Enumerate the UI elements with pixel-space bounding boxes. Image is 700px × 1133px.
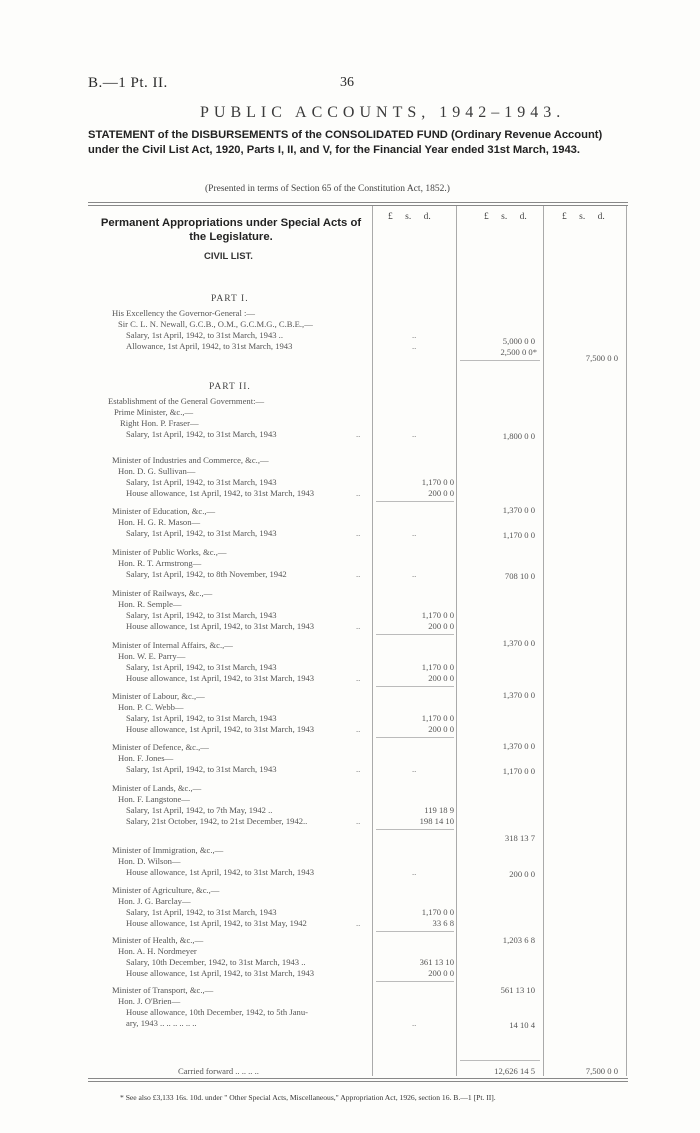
col1-amount: 1,170 0 0 [421,477,454,487]
part-two-line: Salary, 21st October, 1942, to 21st December, 1942.. [126,816,308,826]
part-two-line: House allowance, 1st April, 1942, to 31st March, 1943 [126,724,315,734]
part-two-title: PART II. [209,382,251,392]
subtotal-rule [376,634,454,635]
table-top-rule [88,202,628,203]
col1-amount: 200 0 0 [428,724,454,734]
col2-amount: 1,203 6 8 [502,935,535,945]
leader-dots: .. [356,764,361,774]
carried-forward-label: Carried forward .. .. .. .. [178,1066,259,1076]
leader-dots: .. [356,528,361,538]
page-title: PUBLIC ACCOUNTS, 1942–1943. [200,104,566,121]
carried-forward-col3: 7,500 0 0 [585,1066,618,1076]
column-divider-3 [543,206,544,1076]
leader-dots: .. [356,816,361,826]
part-two-line: Salary, 1st April, 1942, to 31st March, 1943 [126,610,277,620]
subtotal-rule [376,981,454,982]
part-two-line: Minister of Internal Affairs, &c.,— [112,640,233,650]
part-two-line: House allowance, 1st April, 1942, to 31st March, 1943 [126,968,315,978]
part-two-line: Right Hon. P. Fraser— [120,418,199,428]
part-two-line: Hon. F. Jones— [118,753,174,763]
col2-amount: 1,170 0 0 [502,766,535,776]
col2-amount: 1,370 0 0 [502,638,535,648]
leader-dots: .. [356,621,361,631]
part-two-line: Hon. D. G. Sullivan— [118,466,196,476]
col1-amount: .. [412,569,417,579]
leader-dots: .. [356,569,361,579]
part-two-line: Prime Minister, &c.,— [114,407,194,417]
col1-amount: .. [412,1018,417,1028]
part-one-dots: .. [412,330,417,340]
col2-amount: 708 10 0 [504,571,535,581]
part-two-line: Salary, 10th December, 1942, to 31st March, 1943 .. [126,957,306,967]
part-two-line: Salary, 1st April, 1942, to 31st March, 1943 [126,429,277,439]
column-header-1: £ s. d. [388,212,431,222]
col1-amount: 1,170 0 0 [421,907,454,917]
column-divider-1 [372,206,373,1076]
column-header-3: £ s. d. [562,212,605,222]
col1-amount: 361 13 10 [419,957,454,967]
part-two-line: Salary, 1st April, 1942, to 31st March, 1943 [126,528,277,538]
part-two-line: Establishment of the General Government:— [108,396,265,406]
page-number: 36 [340,75,354,90]
part-two-line: House allowance, 1st April, 1942, to 31st March, 1943 [126,488,315,498]
leader-dots: .. [356,429,361,439]
part-two-line: Minister of Agriculture, &c.,— [112,885,220,895]
col1-amount: 119 18 9 [424,805,454,815]
col2-amount: 1,800 0 0 [502,431,535,441]
part-two-line: Hon. R. T. Armstrong— [118,558,202,568]
part-two-line: Minister of Lands, &c.,— [112,783,202,793]
part-two-line: Minister of Industries and Commerce, &c.,— [112,455,269,465]
presented-note: (Presented in terms of Section 65 of the Constitution Act, 1852.) [205,184,450,194]
col1-amount: .. [412,764,417,774]
document-reference: B.—1 Pt. II. [88,75,168,91]
col2-amount: 1,170 0 0 [502,530,535,540]
col1-amount: 200 0 0 [428,488,454,498]
col1-amount: .. [412,429,417,439]
part-two-line: Minister of Transport, &c.,— [112,985,214,995]
part-one-line: His Excellency the Governor-General :— [112,308,256,318]
part-two-line: Salary, 1st April, 1942, to 31st March, 1943 [126,713,277,723]
col2-amount: 318 13 7 [504,833,535,843]
part-one-line: Allowance, 1st April, 1942, to 31st March, 1943 [126,341,293,351]
part-two-line: Minister of Labour, &c.,— [112,691,205,701]
part-two-line: House allowance, 1st April, 1942, to 31st March, 1943 [126,621,315,631]
part-two-line: Salary, 1st April, 1942, to 31st March, 1943 [126,907,277,917]
part-two-line: Hon. J. G. Barclay— [118,896,191,906]
part-two-line: Hon. J. O'Brien— [118,996,181,1006]
part-two-line: Minister of Immigration, &c.,— [112,845,224,855]
leader-dots: .. [356,673,361,683]
column-divider-4 [626,206,627,1076]
part-one-total: 7,500 0 0 [585,353,618,363]
table-top-rule-2 [88,205,628,206]
statement-heading: STATEMENT of the DISBURSEMENTS of the CONSOLIDATED FUND (Ordinary Revenue Account) under the Civil List Act, 1920, Parts I, II, and V, for the Financial Year ended 31st March, 1943. [88,129,603,156]
part-one-line: Sir C. L. N. Newall, G.C.B., O.M., G.C.M.G., C.B.E.,— [118,319,313,329]
section-title: Permanent Appropriations under Special Acts of the Legislature. [100,217,362,243]
part-one-dots: .. [412,341,417,351]
col1-amount: 33 6 8 [432,918,454,928]
part-two-line: Minister of Public Works, &c.,— [112,547,227,557]
part-two-line: ary, 1943 .. .. .. .. .. .. [126,1018,197,1028]
part-two-line: Hon. D. Wilson— [118,856,181,866]
leader-dots: .. [356,488,361,498]
col1-amount: 200 0 0 [428,968,454,978]
col1-amount: 1,170 0 0 [421,713,454,723]
part-two-line: Minister of Defence, &c.,— [112,742,209,752]
part-two-line: Salary, 1st April, 1942, to 31st March, 1943 [126,764,277,774]
part-two-line: House allowance, 1st April, 1942, to 31st March, 1943 [126,867,315,877]
column-divider-2 [456,206,457,1076]
col2-amount: 14 10 4 [509,1020,535,1030]
part-two-line: Salary, 1st April, 1942, to 31st March, 1943 [126,477,277,487]
table-bottom-rule-2 [88,1081,628,1082]
table-bottom-rule [88,1078,628,1079]
footnote: * See also £3,133 16s. 10d. under " Other Special Acts, Miscellaneous," Appropriation Act, 1926, section 16. B.—1 [Pt. II]. [120,1093,496,1102]
col1-amount: .. [412,867,417,877]
part-two-line: Hon. A. H. Nordmeyer [118,946,197,956]
part-one-subtotal-rule [460,360,540,361]
part-one-amount: 2,500 0 0* [500,347,537,357]
col1-amount: 1,170 0 0 [421,662,454,672]
col2-amount: 561 13 10 [500,985,535,995]
part-two-line: Hon. P. C. Webb— [118,702,184,712]
subtotal-rule [376,931,454,932]
part-one-title: PART I. [211,294,249,304]
subtotal-rule [376,501,454,502]
col1-amount: 200 0 0 [428,673,454,683]
col1-amount: 198 14 10 [419,816,454,826]
part-two-line: Hon. H. G. R. Mason— [118,517,201,527]
part-two-line: Minister of Health, &c.,— [112,935,204,945]
part-two-line: House allowance, 1st April, 1942, to 31st March, 1943 [126,673,315,683]
part-two-line: Hon. R. Semple— [118,599,182,609]
part-two-line: Salary, 1st April, 1942, to 31st March, 1943 [126,662,277,672]
column-header-2: £ s. d. [484,212,527,222]
col2-amount: 1,370 0 0 [502,741,535,751]
civil-list-heading: CIVIL LIST. [204,251,253,262]
col2-amount: 1,370 0 0 [502,505,535,515]
part-two-line: House allowance, 10th December, 1942, to 5th Janu- [126,1007,308,1017]
part-two-line: Hon. F. Langstone— [118,794,190,804]
col2-amount: 200 0 0 [509,869,535,879]
col1-amount: 1,170 0 0 [421,610,454,620]
col2-amount: 1,370 0 0 [502,690,535,700]
carried-forward-col2: 12,626 14 5 [494,1066,535,1076]
subtotal-rule [376,737,454,738]
carried-forward-rule [460,1060,540,1061]
part-two-line: Hon. W. E. Parry— [118,651,186,661]
subtotal-rule [376,686,454,687]
col1-amount: 200 0 0 [428,621,454,631]
leader-dots: .. [356,918,361,928]
subtotal-rule [376,829,454,830]
part-one-amount: 5,000 0 0 [502,336,535,346]
col1-amount: .. [412,528,417,538]
part-two-line: Minister of Education, &c.,— [112,506,216,516]
part-two-line: House allowance, 1st April, 1942, to 31st May, 1942 [126,918,307,928]
leader-dots: .. [356,724,361,734]
part-two-line: Salary, 1st April, 1942, to 7th May, 1942 .. [126,805,273,815]
part-two-line: Minister of Railways, &c.,— [112,588,213,598]
part-one-line: Salary, 1st April, 1942, to 31st March, 1943 .. [126,330,283,340]
part-two-line: Salary, 1st April, 1942, to 8th November, 1942 [126,569,287,579]
